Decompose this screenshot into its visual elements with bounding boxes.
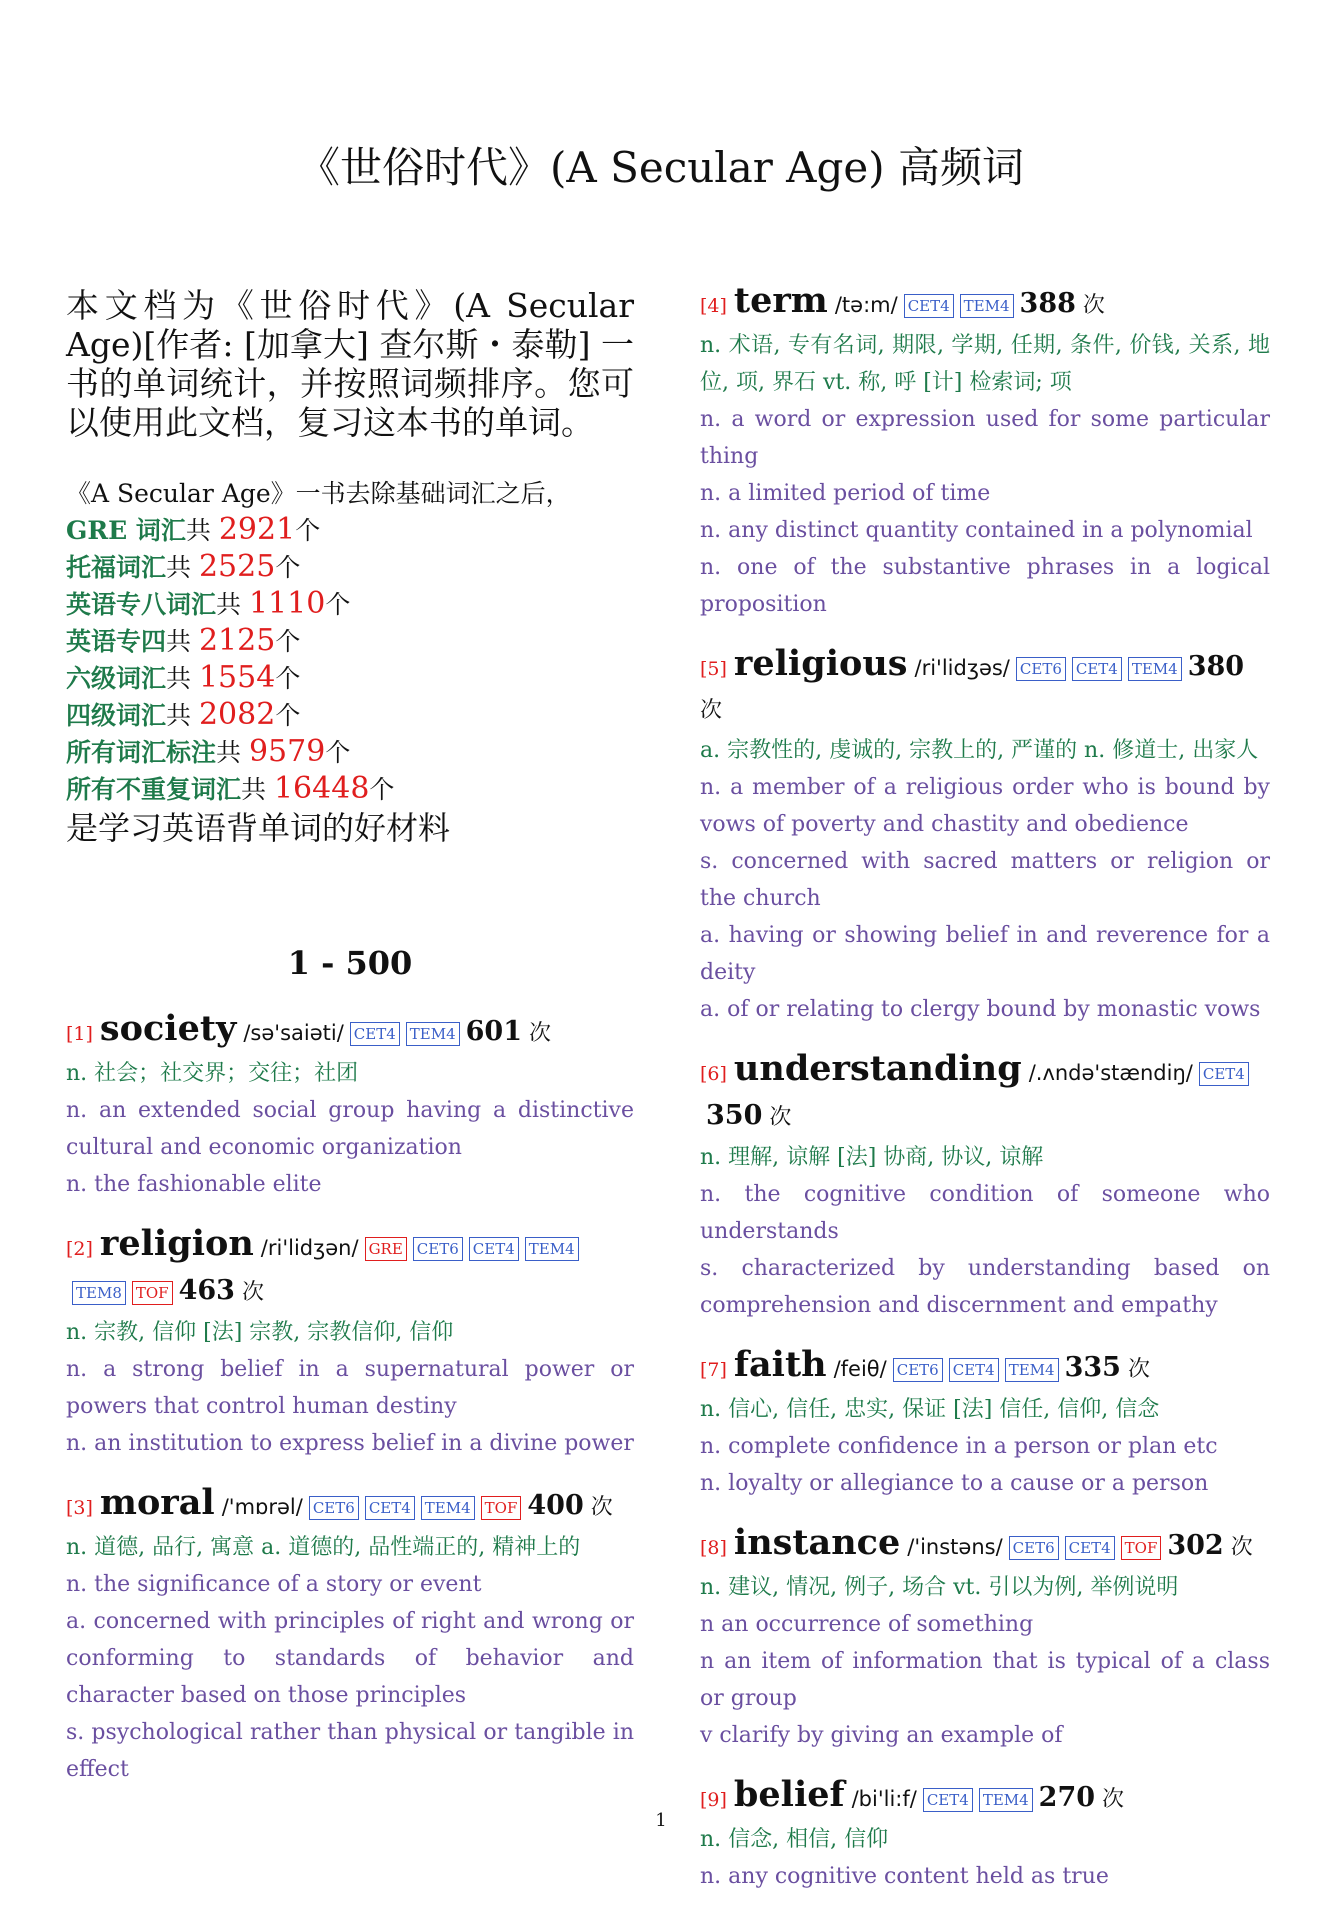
definition-en: s. characterized by understanding based on comprehension and discernment and empathy bbox=[700, 1256, 1270, 1318]
entry-count: 335 bbox=[1064, 1352, 1121, 1383]
definition-en: a. having or showing belief in and reverence for a deity bbox=[700, 923, 1270, 985]
level-tag: TEM4 bbox=[525, 1237, 579, 1261]
page-number: 1 bbox=[655, 1810, 667, 1831]
definition-en: n. an extended social group having a distinctive cultural and economic organization bbox=[66, 1098, 634, 1160]
definition-en: n. a word or expression used for some particular thing bbox=[700, 407, 1270, 469]
stat-row bbox=[66, 586, 634, 623]
entry-count: 302 bbox=[1167, 1530, 1224, 1561]
entry-index: [4] bbox=[700, 295, 727, 317]
entry-word: understanding bbox=[733, 1048, 1022, 1089]
definition-cn: n. 理解, 谅解 [法] 协商, 协议, 谅解 bbox=[700, 1145, 1044, 1170]
stat-row bbox=[66, 697, 634, 734]
entry-count: 270 bbox=[1038, 1782, 1096, 1813]
times-unit: 次 bbox=[241, 1280, 264, 1305]
left-column bbox=[66, 286, 634, 1808]
word-entry bbox=[66, 1482, 634, 1788]
definition-cn: n. 建议, 情况, 例子, 场合 vt. 引以为例, 举例说明 bbox=[700, 1575, 1179, 1600]
level-tag: TOF bbox=[1121, 1536, 1162, 1560]
stat-count: 2921 bbox=[218, 512, 296, 547]
word-entry bbox=[700, 1522, 1270, 1754]
level-tag: CET6 bbox=[309, 1496, 359, 1520]
entry-head bbox=[700, 643, 1270, 732]
level-tag: CET4 bbox=[1199, 1062, 1249, 1086]
entry-word: belief bbox=[733, 1774, 845, 1815]
entries-right bbox=[700, 280, 1270, 1895]
definition-cn: n. 术语, 专有名词, 期限, 学期, 任期, 条件, 价钱, 关系, 地位, 项, 界石 vt. 称, 呼 [计] 检索词; 项 bbox=[700, 333, 1270, 395]
entry-head bbox=[66, 1482, 634, 1529]
stat-unit: 个 bbox=[369, 775, 395, 804]
stat-label: 托福词汇 bbox=[66, 553, 167, 582]
word-entry bbox=[700, 1048, 1270, 1324]
word-entry bbox=[66, 1223, 634, 1462]
stats-lead: 《A Secular Age》一书去除基础词汇之后， bbox=[66, 479, 571, 508]
definition-en: n an item of information that is typical of a class or group bbox=[700, 1649, 1270, 1711]
entry-phonetic: /.ʌndə'stændiŋ/ bbox=[1028, 1061, 1193, 1085]
entry-index: [7] bbox=[700, 1359, 727, 1381]
level-tag: CET4 bbox=[904, 294, 954, 318]
definition-en: n. a member of a religious order who is bound by vows of poverty and chastity and obedience bbox=[700, 775, 1270, 837]
stat-mid: 共 bbox=[166, 664, 199, 693]
times-unit: 次 bbox=[590, 1495, 613, 1520]
level-tag: TOF bbox=[132, 1281, 173, 1305]
entry-phonetic: /'mɒrəl/ bbox=[221, 1495, 303, 1519]
entry-index: [6] bbox=[700, 1063, 727, 1085]
level-tag: CET6 bbox=[1009, 1536, 1059, 1560]
level-tag: TEM8 bbox=[72, 1281, 126, 1305]
entry-count: 601 bbox=[465, 1016, 522, 1047]
word-entry bbox=[700, 643, 1270, 1028]
stat-mid: 共 bbox=[216, 590, 249, 619]
definition-cn: n. 宗教, 信仰 [法] 宗教, 宗教信仰, 信仰 bbox=[66, 1320, 454, 1345]
entry-word: faith bbox=[733, 1344, 827, 1385]
times-unit: 次 bbox=[1127, 1357, 1150, 1382]
stat-unit: 个 bbox=[295, 516, 321, 545]
stat-mid: 共 bbox=[166, 553, 199, 582]
definition-en: n. any distinct quantity contained in a polynomial bbox=[700, 518, 1253, 543]
level-tag: CET6 bbox=[413, 1237, 463, 1261]
stat-count: 9579 bbox=[248, 734, 326, 769]
stat-row bbox=[66, 734, 634, 771]
definition-en: n. a limited period of time bbox=[700, 481, 991, 506]
stat-count: 2125 bbox=[198, 623, 276, 658]
stat-mid: 共 bbox=[166, 627, 199, 656]
entry-word: moral bbox=[99, 1482, 215, 1523]
stat-label: 所有不重复词汇 bbox=[66, 775, 242, 804]
word-entry bbox=[700, 1774, 1270, 1895]
definition-en: v clarify by giving an example of bbox=[700, 1723, 1063, 1748]
word-entry bbox=[700, 280, 1270, 623]
definition-en: a. of or relating to clergy bound by monastic vows bbox=[700, 997, 1261, 1022]
word-entry bbox=[700, 1344, 1270, 1502]
word-entry bbox=[66, 1008, 634, 1203]
entry-index: [5] bbox=[700, 658, 727, 680]
entry-word: religion bbox=[99, 1223, 254, 1264]
level-tag: CET4 bbox=[1065, 1536, 1115, 1560]
definition-en: n. the significance of a story or event bbox=[66, 1572, 482, 1597]
definition-en: n. complete confidence in a person or plan etc bbox=[700, 1434, 1218, 1459]
stat-row bbox=[66, 771, 634, 808]
stat-count: 2525 bbox=[198, 549, 276, 584]
entries-left bbox=[66, 1008, 634, 1788]
stat-unit: 个 bbox=[275, 701, 301, 730]
entry-count: 463 bbox=[178, 1275, 235, 1306]
stat-unit: 个 bbox=[275, 664, 301, 693]
definition-en: n. an institution to express belief in a divine power bbox=[66, 1431, 634, 1456]
vocab-stats bbox=[66, 476, 634, 848]
entry-head bbox=[700, 280, 1270, 327]
level-tag: CET6 bbox=[893, 1358, 943, 1382]
entry-head bbox=[700, 1522, 1270, 1569]
entry-index: [3] bbox=[66, 1497, 93, 1519]
definition-en: n. one of the substantive phrases in a logical proposition bbox=[700, 555, 1270, 617]
entry-index: [9] bbox=[700, 1789, 727, 1811]
stat-count: 1554 bbox=[198, 660, 276, 695]
definition-en: n. the cognitive condition of someone who understands bbox=[700, 1182, 1270, 1244]
times-unit: 次 bbox=[700, 698, 723, 723]
range-heading: 1 - 500 bbox=[287, 944, 413, 982]
entry-phonetic: /ri'lidʒəs/ bbox=[914, 656, 1010, 680]
entry-phonetic: /sə'saiəti/ bbox=[243, 1021, 344, 1045]
stat-mid: 共 bbox=[185, 516, 219, 545]
stats-list bbox=[66, 512, 634, 808]
level-tag: CET4 bbox=[949, 1358, 999, 1382]
entry-phonetic: /feiθ/ bbox=[833, 1357, 887, 1381]
page-title: 《世俗时代》(A Secular Age) 高频词 bbox=[298, 143, 1024, 192]
entry-head bbox=[700, 1048, 1270, 1139]
entry-count: 380 bbox=[1187, 651, 1245, 682]
stat-label: 所有词汇标注 bbox=[66, 738, 217, 767]
level-tag: TEM4 bbox=[406, 1022, 460, 1046]
entry-index: [2] bbox=[66, 1238, 93, 1260]
level-tag: GRE bbox=[365, 1237, 407, 1261]
level-tag: TEM4 bbox=[1005, 1358, 1059, 1382]
definition-en: n. the fashionable elite bbox=[66, 1172, 322, 1197]
definition-en: n. loyalty or allegiance to a cause or a person bbox=[700, 1471, 1209, 1496]
definition-cn: n. 社会；社交界；交往；社团 bbox=[66, 1061, 359, 1086]
level-tag: CET4 bbox=[1072, 657, 1122, 681]
definition-en: s. psychological rather than physical or tangible in effect bbox=[66, 1720, 634, 1782]
stat-row bbox=[66, 549, 634, 586]
stat-mid: 共 bbox=[216, 738, 249, 767]
stat-label: 英语专四 bbox=[66, 627, 167, 656]
level-tag: TEM4 bbox=[979, 1788, 1033, 1812]
entry-head bbox=[66, 1008, 634, 1055]
times-unit: 次 bbox=[1082, 293, 1105, 318]
entry-phonetic: /bi'li:f/ bbox=[851, 1787, 917, 1811]
entry-word: term bbox=[733, 280, 828, 321]
stat-row bbox=[66, 623, 634, 660]
stat-unit: 个 bbox=[325, 590, 351, 619]
stat-mid: 共 bbox=[241, 775, 274, 804]
intro-paragraph: 本文档为《世俗时代》(A Secular Age)[作者: [加拿大] 查尔斯・泰勒] 一书的单词统计，并按照词频排序。您可以使用此文档，复习这本书的单词。 bbox=[66, 286, 634, 442]
stat-count: 16448 bbox=[273, 771, 370, 806]
level-tag: CET4 bbox=[923, 1788, 973, 1812]
stat-row bbox=[66, 512, 634, 549]
times-unit: 次 bbox=[1230, 1535, 1253, 1560]
level-tag: CET4 bbox=[365, 1496, 415, 1520]
definition-en: n. a strong belief in a supernatural power or powers that control human destiny bbox=[66, 1357, 634, 1419]
definition-en: n an occurrence of something bbox=[700, 1612, 1034, 1637]
definition-en: s. concerned with sacred matters or religion or the church bbox=[700, 849, 1270, 911]
entry-phonetic: /tə:m/ bbox=[834, 293, 898, 317]
entry-index: [8] bbox=[700, 1537, 727, 1559]
times-unit: 次 bbox=[1102, 1787, 1125, 1812]
level-tag: TEM4 bbox=[960, 294, 1014, 318]
definition-en: a. concerned with principles of right and wrong or conforming to standards of behavior and character based on those principles bbox=[66, 1609, 634, 1708]
stats-tail: 是学习英语背单词的好材料 bbox=[66, 809, 451, 847]
entry-count: 350 bbox=[706, 1100, 763, 1131]
entry-word: religious bbox=[733, 643, 908, 684]
entry-head bbox=[66, 1223, 634, 1314]
entry-phonetic: /ri'lidʒən/ bbox=[260, 1236, 359, 1260]
stat-unit: 个 bbox=[275, 627, 301, 656]
level-tag: CET4 bbox=[469, 1237, 519, 1261]
entry-word: society bbox=[99, 1008, 237, 1049]
level-tag: CET4 bbox=[350, 1022, 400, 1046]
right-column bbox=[700, 280, 1270, 1915]
entry-index: [1] bbox=[66, 1023, 93, 1045]
level-tag: TEM4 bbox=[421, 1496, 475, 1520]
times-unit: 次 bbox=[769, 1105, 792, 1130]
stat-label: 六级词汇 bbox=[66, 664, 167, 693]
stat-label: 四级词汇 bbox=[66, 701, 167, 730]
stat-count: 2082 bbox=[198, 697, 276, 732]
definition-en: n. any cognitive content held as true bbox=[700, 1864, 1109, 1889]
stat-mid: 共 bbox=[166, 701, 199, 730]
level-tag: CET6 bbox=[1016, 657, 1066, 681]
entry-phonetic: /'instəns/ bbox=[907, 1535, 1003, 1559]
stat-row bbox=[66, 660, 634, 697]
entry-head bbox=[700, 1344, 1270, 1391]
stat-label: 英语专八词汇 bbox=[66, 590, 217, 619]
stat-unit: 个 bbox=[275, 553, 301, 582]
entry-count: 388 bbox=[1019, 288, 1076, 319]
level-tag: TOF bbox=[481, 1496, 522, 1520]
definition-cn: n. 信念, 相信, 信仰 bbox=[700, 1827, 889, 1852]
level-tag: TEM4 bbox=[1128, 657, 1182, 681]
definition-cn: n. 信心, 信任, 忠实, 保证 [法] 信任, 信仰, 信念 bbox=[700, 1397, 1160, 1422]
definition-cn: n. 道德, 品行, 寓意 a. 道德的, 品性端正的, 精神上的 bbox=[66, 1535, 581, 1560]
stat-label: GRE 词汇 bbox=[66, 516, 186, 545]
times-unit: 次 bbox=[529, 1021, 552, 1046]
definition-cn: a. 宗教性的, 虔诚的, 宗教上的, 严谨的 n. 修道士, 出家人 bbox=[700, 738, 1259, 763]
stat-count: 1110 bbox=[248, 586, 326, 621]
stat-unit: 个 bbox=[325, 738, 351, 767]
entry-word: instance bbox=[733, 1522, 901, 1563]
entry-count: 400 bbox=[527, 1490, 584, 1521]
